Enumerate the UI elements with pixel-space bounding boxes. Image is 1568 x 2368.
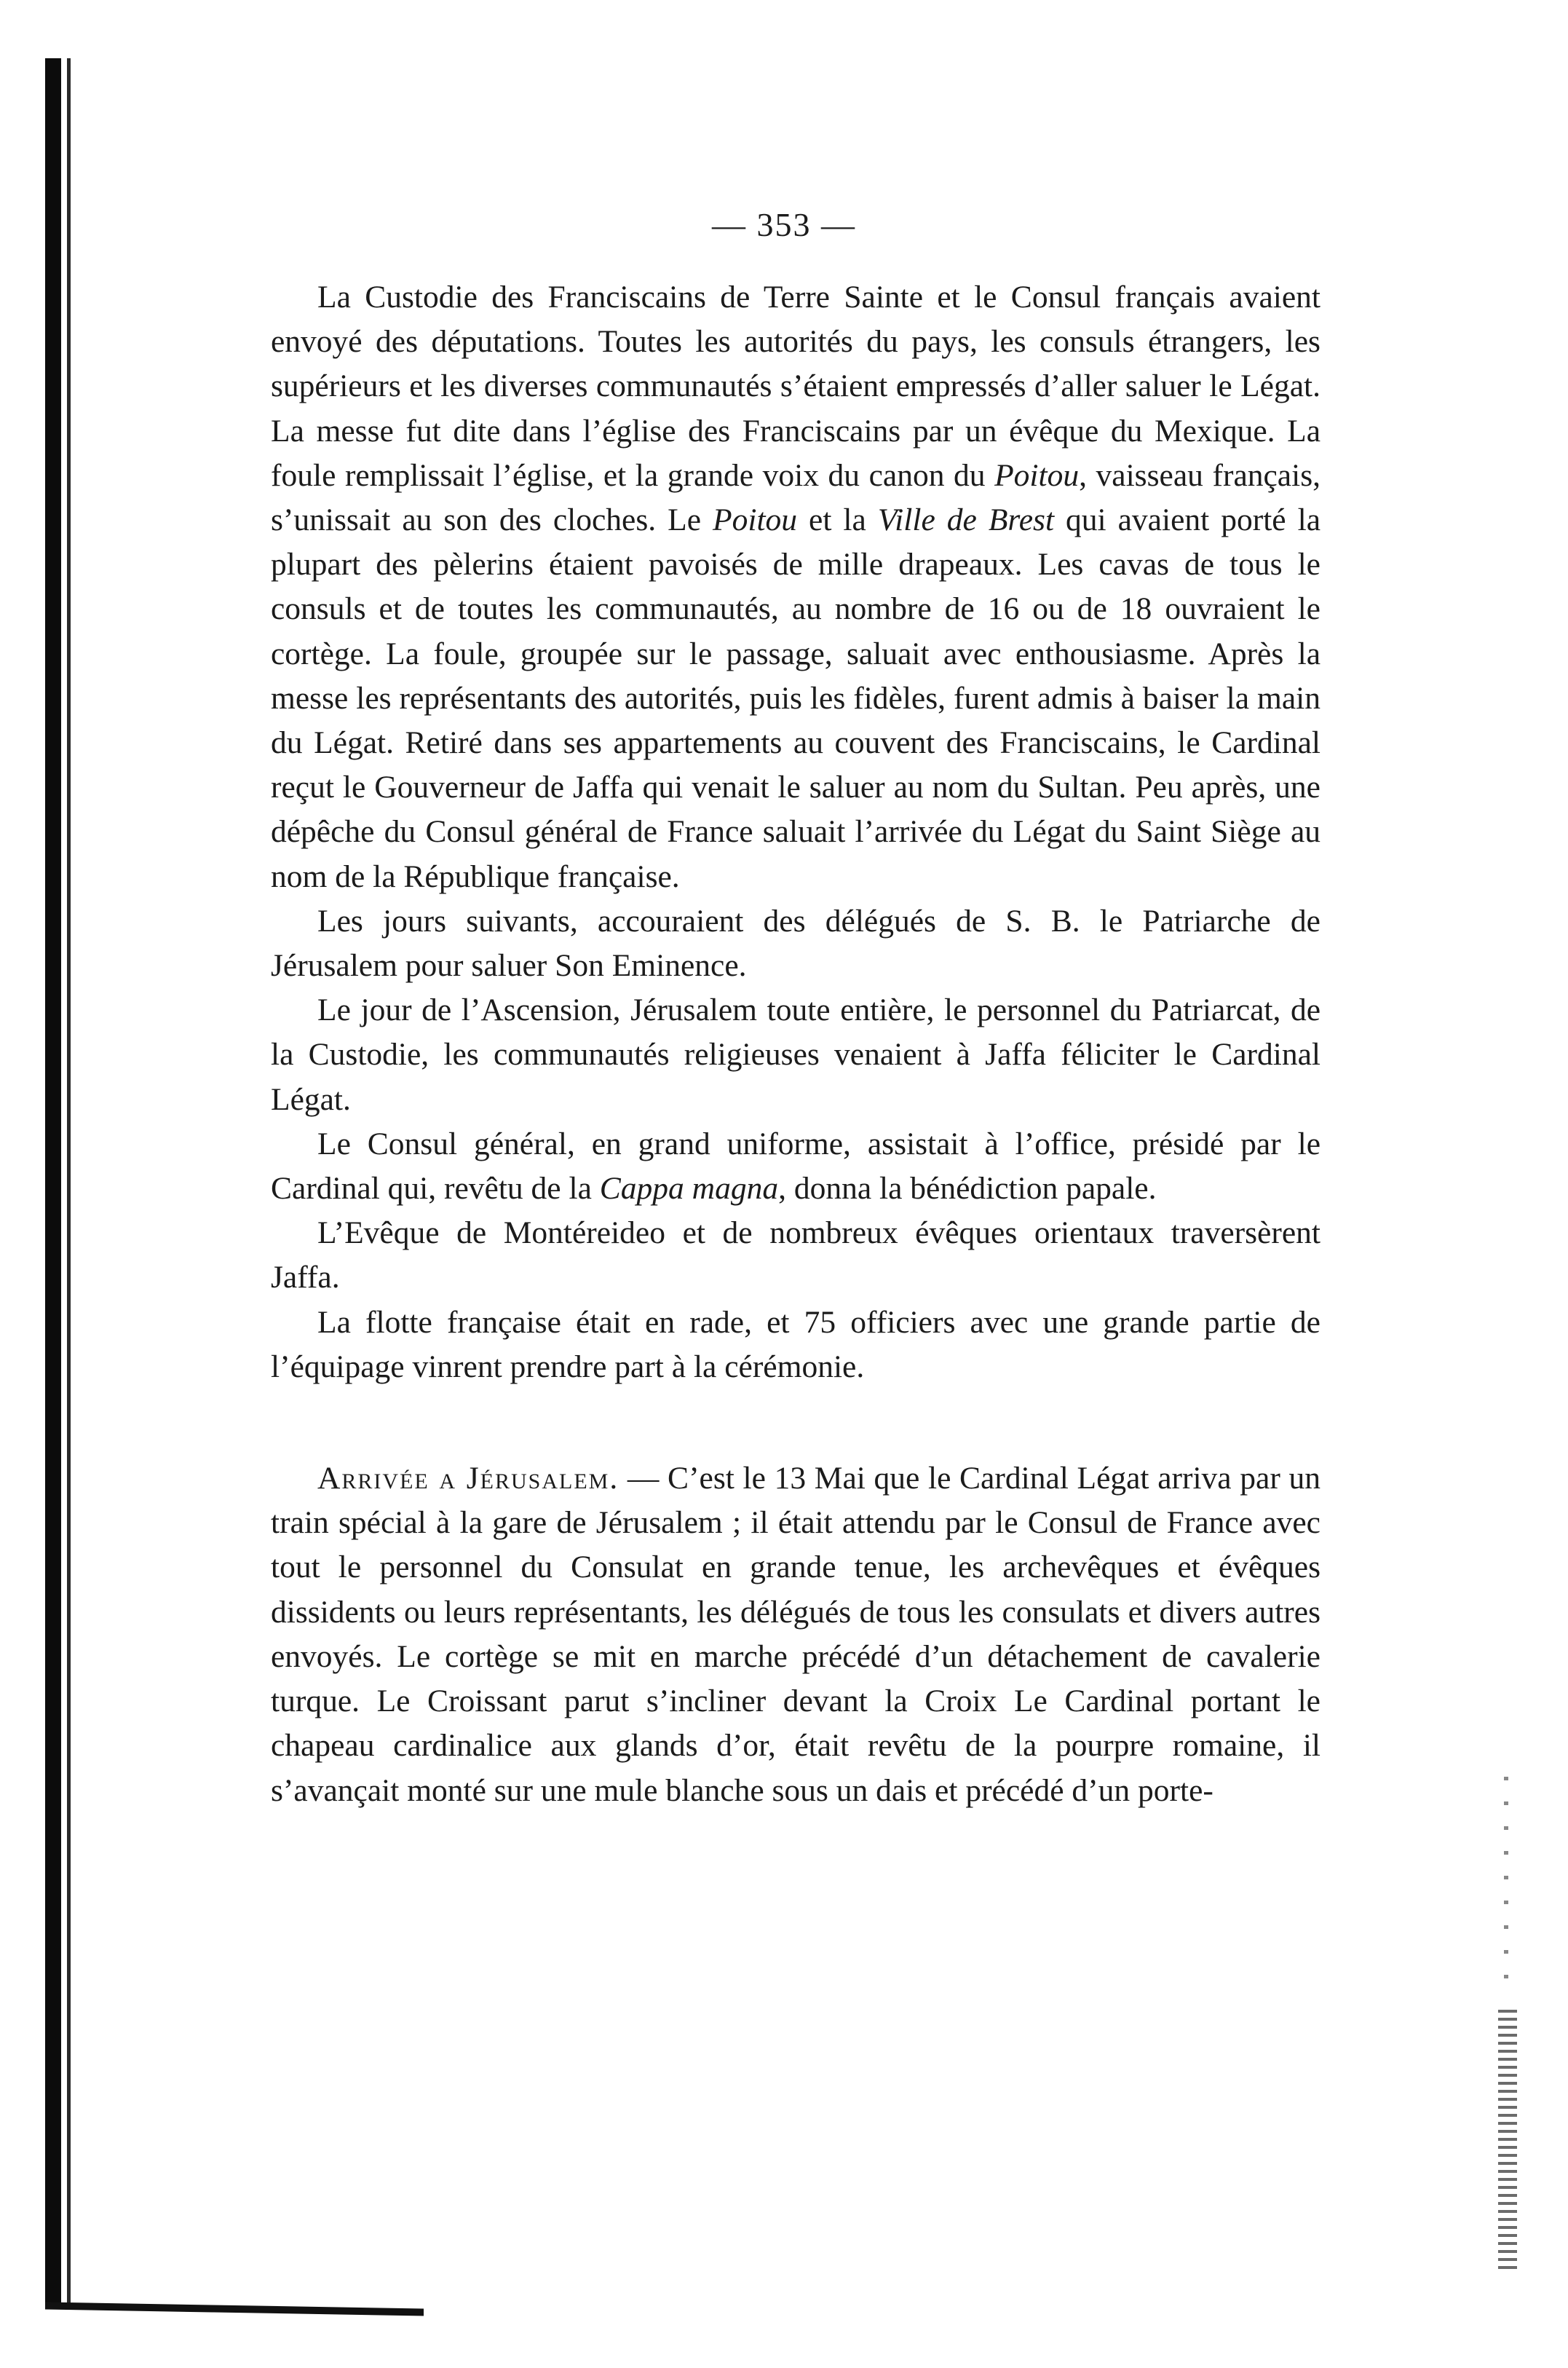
text-run: , vaisseau français, s’unissait au son des cloches. Le [271,457,1320,538]
page-number: — 353 — [712,206,856,243]
paragraph-custodie [271,275,1320,899]
text-run: et la [797,502,878,538]
paragraph-flotte: La flotte française était en rade, et 75 officiers avec une grande partie de l’équipage vinrent prendre part à la cérémonie. [271,1304,1320,1384]
scan-edge-left [45,58,61,2308]
body-text [271,275,1320,1813]
text-run: qui avaient porté la plupart des pèlerins étaient pavoisés de mille drapeaux. Les cavas de tous le consuls et de toutes les communautés, au nombre de 16 ou de 18 ouvraient le cortège. La foule, groupée sur le passage, saluait avec enthousiasme. Après la messe les représentants des autorités, puis les fidèles, furent admis à baiser la main du Légat. Retiré dans ses appartements au couvent des Franciscains, le Cardinal reçut le Gouverneur de Jaffa qui venait le saluer au nom du Sultan. Peu après, une dépêche du Consul général de France saluait l’arrivée du Légat du Saint Siège au nom de la République française. [271,502,1320,894]
paragraph-arrivee-jerusalem [271,1456,1320,1813]
paragraph-eveque: L’Evêque de Montéreideo et de nombreux évêques orientaux traversèrent Jaffa. [271,1215,1320,1295]
ship-name-poitou: Poitou [994,457,1080,493]
paragraph-jours-suivants: Les jours suivants, accouraient des délégués de S. B. le Patriarche de Jérusalem pour saluer Son Eminence. [271,903,1320,984]
ship-name-ville-de-brest: Ville de Brest [877,502,1055,538]
text-run: La Custodie des Franciscains de Terre Sainte et le Consul français avaient envoyé des députations. Toutes les autorités du pays, les consuls étrangers, les supérieurs et les diverses communautés s’étaient empressés d’aller saluer le Légat. La messe fut dite dans l’église des Franciscains par un évêque du Mexique. La foule remplissait l’église, et la grande voix du canon du [271,280,1320,493]
scan-noise-right-dots [1504,1777,1508,1995]
cappa-magna: Cappa magna [599,1171,779,1207]
paragraph-consul-general [271,1122,1320,1211]
text-run: Le Consul général, en grand uniforme, assistait à l’office, présidé par le Cardinal qui, revêtu de la [271,1126,1320,1207]
text-run: , donna la bénédiction papale. [778,1171,1157,1207]
scan-edge-left-inner [67,58,71,2308]
scan-noise-right [1498,2010,1517,2272]
paragraph-ascension: Le jour de l’Ascension, Jérusalem toute entière, le personnel du Patriarcat, de la Custodie, les communautés religieuses venaient à Jaffa féliciter le Cardinal Légat. [271,992,1320,1117]
text-run: — C’est le 13 Mai que le Cardinal Légat arriva par un train spécial à la gare de Jérusalem ; il était attendu par le Consul de France avec tout le personnel du Consulat en grande tenue, les archevêques et évêques dissidents ou leurs représentants, les délégués de tous les consulats et divers autres envoyés. Le cortège se mit en marche précédé d’un détachement de cavalerie turque. Le Croissant parut s’incliner devant la Croix Le Cardinal portant le chapeau cardinalice aux glands d’or, était revêtu de la pourpre romaine, il s’avançait monté sur une mule blanche sous un dais et précédé d’un porte- [271,1461,1320,1808]
ship-name-poitou: Poitou [713,502,798,538]
section-heading: Arrivée a Jérusalem. [317,1461,619,1496]
scan-edge-bottom [45,2302,424,2316]
